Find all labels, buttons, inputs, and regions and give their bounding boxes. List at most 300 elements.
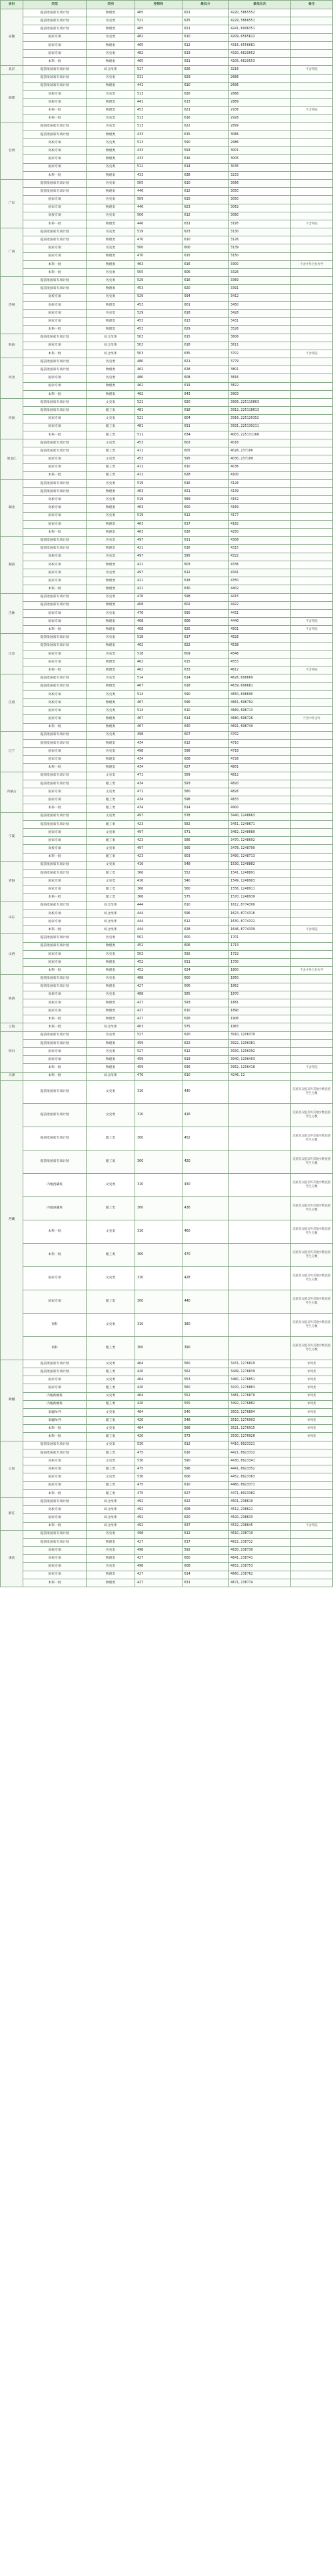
control-line-cell: 498 bbox=[135, 1547, 182, 1555]
table-row bbox=[1, 171, 333, 179]
min-rank-cell: 4441, 8923352 bbox=[229, 1465, 290, 1473]
control-line-cell: 488 bbox=[135, 975, 182, 983]
control-line-cell: 433 bbox=[135, 147, 182, 155]
subject-cell: 历史类 bbox=[86, 90, 135, 98]
notes-cell bbox=[290, 569, 332, 577]
control-line-cell: 517 bbox=[135, 66, 182, 74]
notes-cell bbox=[290, 674, 332, 682]
province-cell: 海南 bbox=[1, 334, 23, 358]
control-line-cell: 300 bbox=[135, 1150, 182, 1173]
table-row bbox=[1, 577, 333, 585]
notes-cell bbox=[290, 1015, 332, 1023]
min-score-cell: 600 bbox=[182, 244, 229, 252]
province-cell: 北京 bbox=[1, 66, 23, 74]
notes-cell bbox=[290, 1465, 332, 1473]
min-score-cell: 611 bbox=[182, 958, 229, 966]
subject-cell: 物理类 bbox=[86, 529, 135, 537]
batch-type-cell: 提前批国家专项计划 bbox=[23, 447, 87, 455]
min-rank-cell: 4501, 238610 bbox=[229, 1497, 290, 1505]
subject-cell: 物理类 bbox=[86, 9, 135, 17]
min-rank-cell: 4410, 8923321 bbox=[229, 1441, 290, 1449]
notes-cell bbox=[290, 130, 332, 138]
notes-cell bbox=[290, 1481, 332, 1489]
control-line-cell: 497 bbox=[135, 553, 182, 561]
min-rank-cell: 4402 bbox=[229, 585, 290, 593]
min-score-cell: 578 bbox=[182, 812, 229, 820]
min-rank-cell: 1862 bbox=[229, 983, 290, 991]
subject-cell: 物理类 bbox=[86, 252, 135, 260]
notes-cell bbox=[290, 878, 332, 886]
subject-cell: 文史类 bbox=[86, 1220, 135, 1243]
table-row bbox=[1, 918, 333, 926]
table-row bbox=[1, 545, 333, 553]
control-line-cell: 434 bbox=[135, 756, 182, 764]
subject-cell: 历史类 bbox=[86, 196, 135, 204]
min-score-cell: 610 bbox=[182, 1007, 229, 1015]
control-line-cell: 408 bbox=[135, 618, 182, 626]
notes-cell bbox=[290, 244, 332, 252]
min-rank-cell: 3126 bbox=[229, 236, 290, 244]
notes-cell bbox=[290, 196, 332, 204]
notes-cell: 单列类 bbox=[290, 1376, 332, 1384]
subject-cell: 历史类 bbox=[86, 293, 135, 301]
subject-cell: 文史类 bbox=[86, 828, 135, 836]
province-cell: 天津 bbox=[1, 1072, 23, 1080]
batch-type-cell: 高校专项 bbox=[23, 90, 87, 98]
control-line-cell: 459 bbox=[135, 1064, 182, 1072]
notes-cell bbox=[290, 1497, 332, 1505]
batch-type-cell: 提前批国家专项计划 bbox=[23, 934, 87, 942]
min-score-cell: 609 bbox=[182, 650, 229, 658]
control-line-cell: 514 bbox=[135, 707, 182, 715]
min-score-cell: 615 bbox=[182, 334, 229, 342]
subject-cell: 文史类 bbox=[86, 788, 135, 796]
min-score-cell: 623 bbox=[182, 204, 229, 212]
min-rank-cell: 4900 bbox=[229, 804, 290, 812]
notes-cell bbox=[290, 609, 332, 617]
notes-cell bbox=[290, 423, 332, 431]
batch-type-cell: 国家专项 bbox=[23, 950, 87, 958]
subject-cell: 理工类 bbox=[86, 886, 135, 894]
min-score-cell: 617 bbox=[182, 1538, 229, 1546]
subject-cell: 历史类 bbox=[86, 74, 135, 82]
min-score-cell: 610 bbox=[182, 82, 229, 90]
table-row bbox=[1, 1031, 333, 1039]
batch-type-cell: 本科一批 bbox=[23, 269, 87, 277]
min-rank-cell: 3492, 1276882 bbox=[229, 1400, 290, 1408]
min-rank-cell: 4430, 8923341 bbox=[229, 1457, 290, 1465]
min-score-cell: 603 bbox=[182, 561, 229, 569]
table-row bbox=[1, 1023, 333, 1031]
min-rank-cell: 1730 bbox=[229, 958, 290, 966]
min-rank-cell bbox=[229, 1080, 290, 1103]
notes-cell bbox=[290, 488, 332, 496]
min-score-cell: 604 bbox=[182, 415, 229, 423]
batch-type-cell: 提前批国家专项计划 bbox=[23, 942, 87, 950]
table-row bbox=[1, 41, 333, 49]
batch-type-cell: 国家专项 bbox=[23, 569, 87, 577]
notes-cell bbox=[290, 1056, 332, 1064]
control-line-cell: 500 bbox=[135, 244, 182, 252]
subject-cell: 物理类 bbox=[86, 318, 135, 326]
subject-cell: 物理类 bbox=[86, 147, 135, 155]
control-line-cell: 462 bbox=[135, 642, 182, 650]
notes-cell bbox=[290, 561, 332, 569]
control-line-cell: 497 bbox=[135, 569, 182, 577]
batch-type-cell: 高校专项 bbox=[23, 553, 87, 561]
table-row bbox=[1, 1489, 333, 1497]
batch-type-cell: 内地西藏班 bbox=[23, 1173, 87, 1196]
min-rank-cell: 3906, 225110863 bbox=[229, 399, 290, 407]
min-score-cell: 635 bbox=[182, 350, 229, 358]
min-score-cell: 629 bbox=[182, 74, 229, 82]
province-cell: 广东 bbox=[1, 179, 23, 228]
subject-cell: 历史类 bbox=[86, 634, 135, 642]
batch-type-cell: 提前批国家专项计划 bbox=[23, 642, 87, 650]
control-line-cell: 420 bbox=[135, 1400, 182, 1408]
min-score-cell: 631 bbox=[182, 58, 229, 66]
notes-cell bbox=[290, 471, 332, 479]
min-score-cell: 631 bbox=[182, 1579, 229, 1587]
notes-cell bbox=[290, 463, 332, 471]
notes-cell: 汉族及汉族以外其他少数民族考生分数 bbox=[290, 1173, 332, 1196]
batch-type-cell: 提前批国家专项计划 bbox=[23, 9, 87, 17]
min-rank-cell: 4341 bbox=[229, 569, 290, 577]
batch-type-cell: 提前批国家专项计划 bbox=[23, 82, 87, 90]
batch-type-cell: 高校专项 bbox=[23, 1506, 87, 1514]
notes-cell bbox=[290, 1489, 332, 1497]
subject-cell: 文史类 bbox=[86, 1441, 135, 1449]
batch-type-cell: 提前批国家专项计划 bbox=[23, 812, 87, 820]
subject-cell: 物理类 bbox=[86, 520, 135, 528]
subject-cell: 历史类 bbox=[86, 690, 135, 698]
notes-cell bbox=[290, 764, 332, 772]
table-row bbox=[1, 415, 333, 423]
notes-cell bbox=[290, 593, 332, 601]
table-row bbox=[1, 983, 333, 991]
province-cell: 辽宁 bbox=[1, 731, 23, 772]
min-rank-cell: 4718 bbox=[229, 748, 290, 756]
min-rank-cell: 4026, 237100 bbox=[229, 447, 290, 455]
control-line-cell: 411 bbox=[135, 447, 182, 455]
table-row bbox=[1, 707, 333, 715]
control-line-cell: 530 bbox=[135, 1457, 182, 1465]
batch-type-cell: 高校专项 bbox=[23, 293, 87, 301]
province-cell: 黑龙江 bbox=[1, 439, 23, 479]
notes-cell: 汉族及汉族以外其他少数民族考生分数 bbox=[290, 1336, 332, 1360]
table-row bbox=[1, 1173, 333, 1196]
batch-type-cell: 提前批国家专项计划 bbox=[23, 1449, 87, 1457]
min-score-cell: 436 bbox=[182, 1196, 229, 1220]
min-score-cell: 622 bbox=[182, 1497, 229, 1505]
province-cell: 山西 bbox=[1, 934, 23, 975]
table-row bbox=[1, 309, 333, 317]
batch-type-cell: 提前批国家专项计划 bbox=[23, 1039, 87, 1047]
notes-cell bbox=[290, 512, 332, 520]
notes-cell bbox=[290, 496, 332, 504]
subject-cell: 文史类 bbox=[86, 1313, 135, 1336]
notes-cell bbox=[290, 1072, 332, 1080]
batch-type-cell: 国家专项 bbox=[23, 658, 87, 666]
batch-type-cell: 国家专项 bbox=[23, 1007, 87, 1015]
notes-cell bbox=[290, 545, 332, 553]
min-score-cell: 630 bbox=[182, 723, 229, 731]
table-row bbox=[1, 49, 333, 57]
notes-cell bbox=[290, 228, 332, 236]
notes-cell bbox=[290, 309, 332, 317]
batch-type-cell: 高校专项 bbox=[23, 690, 87, 698]
batch-type-cell: 提前批国家专项计划 bbox=[23, 593, 87, 601]
table-row bbox=[1, 390, 333, 398]
table-row bbox=[1, 1368, 333, 1376]
notes-cell bbox=[290, 950, 332, 958]
control-line-cell: 452 bbox=[135, 958, 182, 966]
province-cell: 湖北 bbox=[1, 479, 23, 536]
control-line-cell: 446 bbox=[135, 188, 182, 196]
min-rank-cell bbox=[229, 1127, 290, 1150]
control-line-cell: 519 bbox=[135, 496, 182, 504]
table-row bbox=[1, 788, 333, 796]
control-line-cell: 421 bbox=[135, 585, 182, 593]
min-score-cell: 610 bbox=[182, 179, 229, 187]
min-score-cell: 625 bbox=[182, 626, 229, 634]
table-row bbox=[1, 115, 333, 123]
min-score-cell: 612 bbox=[182, 212, 229, 220]
subject-cell: 历史类 bbox=[86, 1048, 135, 1056]
table-row bbox=[1, 626, 333, 634]
min-score-cell: 620 bbox=[182, 399, 229, 407]
batch-type-cell: 提前批国家专项计划 bbox=[23, 869, 87, 877]
min-score-cell: 612 bbox=[182, 41, 229, 49]
subject-cell: 理工类 bbox=[86, 837, 135, 845]
control-line-cell: 300 bbox=[135, 1336, 182, 1360]
subject-cell: 综合改革 bbox=[86, 342, 135, 350]
control-line-cell: 420 bbox=[135, 1417, 182, 1425]
control-line-cell: 421 bbox=[135, 577, 182, 585]
table-row bbox=[1, 1266, 333, 1290]
control-line-cell: 366 bbox=[135, 869, 182, 877]
min-score-cell: 616 bbox=[182, 1449, 229, 1457]
notes-cell bbox=[290, 577, 332, 585]
batch-type-cell: 国家专项 bbox=[23, 455, 87, 463]
table-row bbox=[1, 593, 333, 601]
min-score-cell: 580 bbox=[182, 788, 229, 796]
min-rank-cell: 4415 bbox=[229, 593, 290, 601]
notes-cell bbox=[290, 788, 332, 796]
min-rank-cell: 4440 bbox=[229, 618, 290, 626]
min-rank-cell: 1963 bbox=[229, 1023, 290, 1031]
control-line-cell: 505 bbox=[135, 179, 182, 187]
control-line-cell: 366 bbox=[135, 886, 182, 894]
control-line-cell: 416 bbox=[135, 861, 182, 869]
control-line-cell: 411 bbox=[135, 463, 182, 471]
batch-type-cell: 提前批国家专项计划 bbox=[23, 407, 87, 415]
notes-cell bbox=[290, 1579, 332, 1587]
subject-cell: 物理类 bbox=[86, 958, 135, 966]
notes-cell: 汉族及汉族以外其他少数民族考生分数 bbox=[290, 1243, 332, 1266]
batch-type-cell: 提前批国家专项计划 bbox=[23, 731, 87, 739]
batch-type-cell: 国家专项 bbox=[23, 707, 87, 715]
min-score-cell: 548 bbox=[182, 861, 229, 869]
batch-type-cell: 提前批国家专项计划 bbox=[23, 1127, 87, 1150]
batch-type-cell: 高校专项 bbox=[23, 301, 87, 309]
min-rank-cell: 4030, 237109 bbox=[229, 455, 290, 463]
table-row bbox=[1, 1080, 333, 1103]
table-row bbox=[1, 260, 333, 268]
notes-cell bbox=[290, 1449, 332, 1457]
control-line-cell: 462 bbox=[135, 382, 182, 390]
table-row bbox=[1, 130, 333, 138]
control-line-cell: 423 bbox=[135, 837, 182, 845]
subject-cell: 物理类 bbox=[86, 682, 135, 690]
notes-cell bbox=[290, 748, 332, 756]
subject-cell: 物理类 bbox=[86, 1056, 135, 1064]
min-rank-cell: 3931, 225130211 bbox=[229, 423, 290, 431]
table-row bbox=[1, 252, 333, 260]
notes-cell bbox=[290, 861, 332, 869]
min-score-cell: 614 bbox=[182, 1571, 229, 1579]
control-line-cell: 497 bbox=[135, 537, 182, 545]
control-line-cell: 446 bbox=[135, 204, 182, 212]
min-score-cell: 627 bbox=[182, 1489, 229, 1497]
min-rank-cell: 1623, 8774316 bbox=[229, 909, 290, 917]
min-score-cell: 614 bbox=[182, 715, 229, 723]
subject-cell: 综合改革 bbox=[86, 334, 135, 342]
notes-cell bbox=[290, 642, 332, 650]
batch-type-cell: 本科一批 bbox=[23, 723, 87, 731]
min-score-cell: 612 bbox=[182, 512, 229, 520]
notes-cell bbox=[290, 853, 332, 861]
subject-cell: 文史类 bbox=[86, 1173, 135, 1196]
min-rank-cell: 3001 bbox=[229, 147, 290, 155]
batch-type-cell: 国家专项 bbox=[23, 918, 87, 926]
batch-type-cell: 提前批国家专项计划 bbox=[23, 674, 87, 682]
subject-cell: 物理类 bbox=[86, 390, 135, 398]
table-row bbox=[1, 926, 333, 934]
batch-type-cell: 国家专项 bbox=[23, 382, 87, 390]
min-rank-cell: 4520, 238633 bbox=[229, 1514, 290, 1522]
notes-cell bbox=[290, 1514, 332, 1522]
notes-cell: 不含外院 bbox=[290, 350, 332, 358]
min-score-cell: 600 bbox=[182, 504, 229, 512]
table-row bbox=[1, 471, 333, 479]
notes-cell: 不含外院 bbox=[290, 618, 332, 626]
min-score-cell: 555 bbox=[182, 1400, 229, 1408]
control-line-cell: 462 bbox=[135, 366, 182, 374]
notes-cell bbox=[290, 658, 332, 666]
min-rank-cell bbox=[229, 1266, 290, 1290]
min-score-cell: 616 bbox=[182, 479, 229, 487]
min-score-cell: 593 bbox=[182, 999, 229, 1007]
table-row bbox=[1, 1425, 333, 1433]
subject-cell: 物理类 bbox=[86, 1007, 135, 1015]
min-score-cell: 613 bbox=[182, 49, 229, 57]
notes-cell bbox=[290, 179, 332, 187]
table-row bbox=[1, 1433, 333, 1441]
subject-cell: 文史类 bbox=[86, 861, 135, 869]
table-row bbox=[1, 1555, 333, 1563]
control-line-cell: 300 bbox=[135, 1127, 182, 1150]
notes-cell bbox=[290, 318, 332, 326]
batch-type-cell: 内地新疆班 bbox=[23, 1400, 87, 1408]
min-rank-cell bbox=[229, 1220, 290, 1243]
subject-cell: 物理类 bbox=[86, 41, 135, 49]
batch-type-cell: 提前批国家专项计划 bbox=[23, 1103, 87, 1127]
notes-cell bbox=[290, 90, 332, 98]
batch-type-cell: 国家专项 bbox=[23, 33, 87, 41]
control-line-cell: 502 bbox=[135, 950, 182, 958]
subject-cell: 综合改革 bbox=[86, 350, 135, 358]
table-row bbox=[1, 374, 333, 382]
table-row bbox=[1, 99, 333, 107]
subject-cell: 物理类 bbox=[86, 999, 135, 1007]
min-score-cell: 420 bbox=[182, 1150, 229, 1173]
batch-type-cell: 南疆单列 bbox=[23, 1417, 87, 1425]
subject-cell: 文史类 bbox=[86, 399, 135, 407]
notes-cell: 不含中外合作 bbox=[290, 715, 332, 723]
control-line-cell: 463 bbox=[135, 488, 182, 496]
min-score-cell: 618 bbox=[182, 309, 229, 317]
min-score-cell: 622 bbox=[182, 642, 229, 650]
table-row bbox=[1, 512, 333, 520]
batch-type-cell: 国家专项 bbox=[23, 423, 87, 431]
min-rank-cell: 1570, 1248930 bbox=[229, 894, 290, 902]
notes-cell bbox=[290, 358, 332, 366]
min-score-cell: 616 bbox=[182, 545, 229, 553]
table-row bbox=[1, 878, 333, 886]
batch-type-cell: 国家专项 bbox=[23, 374, 87, 382]
table-row bbox=[1, 666, 333, 674]
subject-cell: 物理类 bbox=[86, 171, 135, 179]
table-row bbox=[1, 723, 333, 731]
notes-cell bbox=[290, 918, 332, 926]
min-score-cell: 602 bbox=[182, 601, 229, 609]
table-row bbox=[1, 999, 333, 1007]
table-row bbox=[1, 1196, 333, 1220]
min-score-cell: 617 bbox=[182, 520, 229, 528]
min-rank-cell bbox=[229, 1336, 290, 1360]
notes-cell bbox=[290, 909, 332, 917]
subject-cell: 历史类 bbox=[86, 975, 135, 983]
header-min-rank: 最低位次 bbox=[229, 1, 290, 9]
subject-cell: 历史类 bbox=[86, 569, 135, 577]
control-line-cell: 509 bbox=[135, 196, 182, 204]
min-rank-cell: 3521, 1276915 bbox=[229, 1425, 290, 1433]
province-cell: 广西 bbox=[1, 228, 23, 277]
min-rank-cell: 3816 bbox=[229, 374, 290, 382]
min-score-cell: 598 bbox=[182, 593, 229, 601]
min-rank-cell: 4726 bbox=[229, 756, 290, 764]
notes-cell bbox=[290, 82, 332, 90]
province-cell: 陕西 bbox=[1, 975, 23, 1023]
table-row bbox=[1, 455, 333, 463]
control-line-cell: 462 bbox=[135, 666, 182, 674]
min-rank-cell: 3903 bbox=[229, 390, 290, 398]
notes-cell: 不含外院 bbox=[290, 1064, 332, 1072]
notes-cell bbox=[290, 399, 332, 407]
min-score-cell: 606 bbox=[182, 942, 229, 950]
min-score-cell: 622 bbox=[182, 1039, 229, 1047]
batch-type-cell: 提前批国家专项计划 bbox=[23, 188, 87, 196]
control-line-cell: 444 bbox=[135, 918, 182, 926]
min-score-cell: 598 bbox=[182, 796, 229, 804]
notes-cell bbox=[290, 123, 332, 130]
table-row bbox=[1, 439, 333, 447]
min-score-cell: 595 bbox=[182, 455, 229, 463]
min-rank-cell: 4422 bbox=[229, 601, 290, 609]
table-row bbox=[1, 350, 333, 358]
subject-cell: 物理类 bbox=[86, 25, 135, 33]
